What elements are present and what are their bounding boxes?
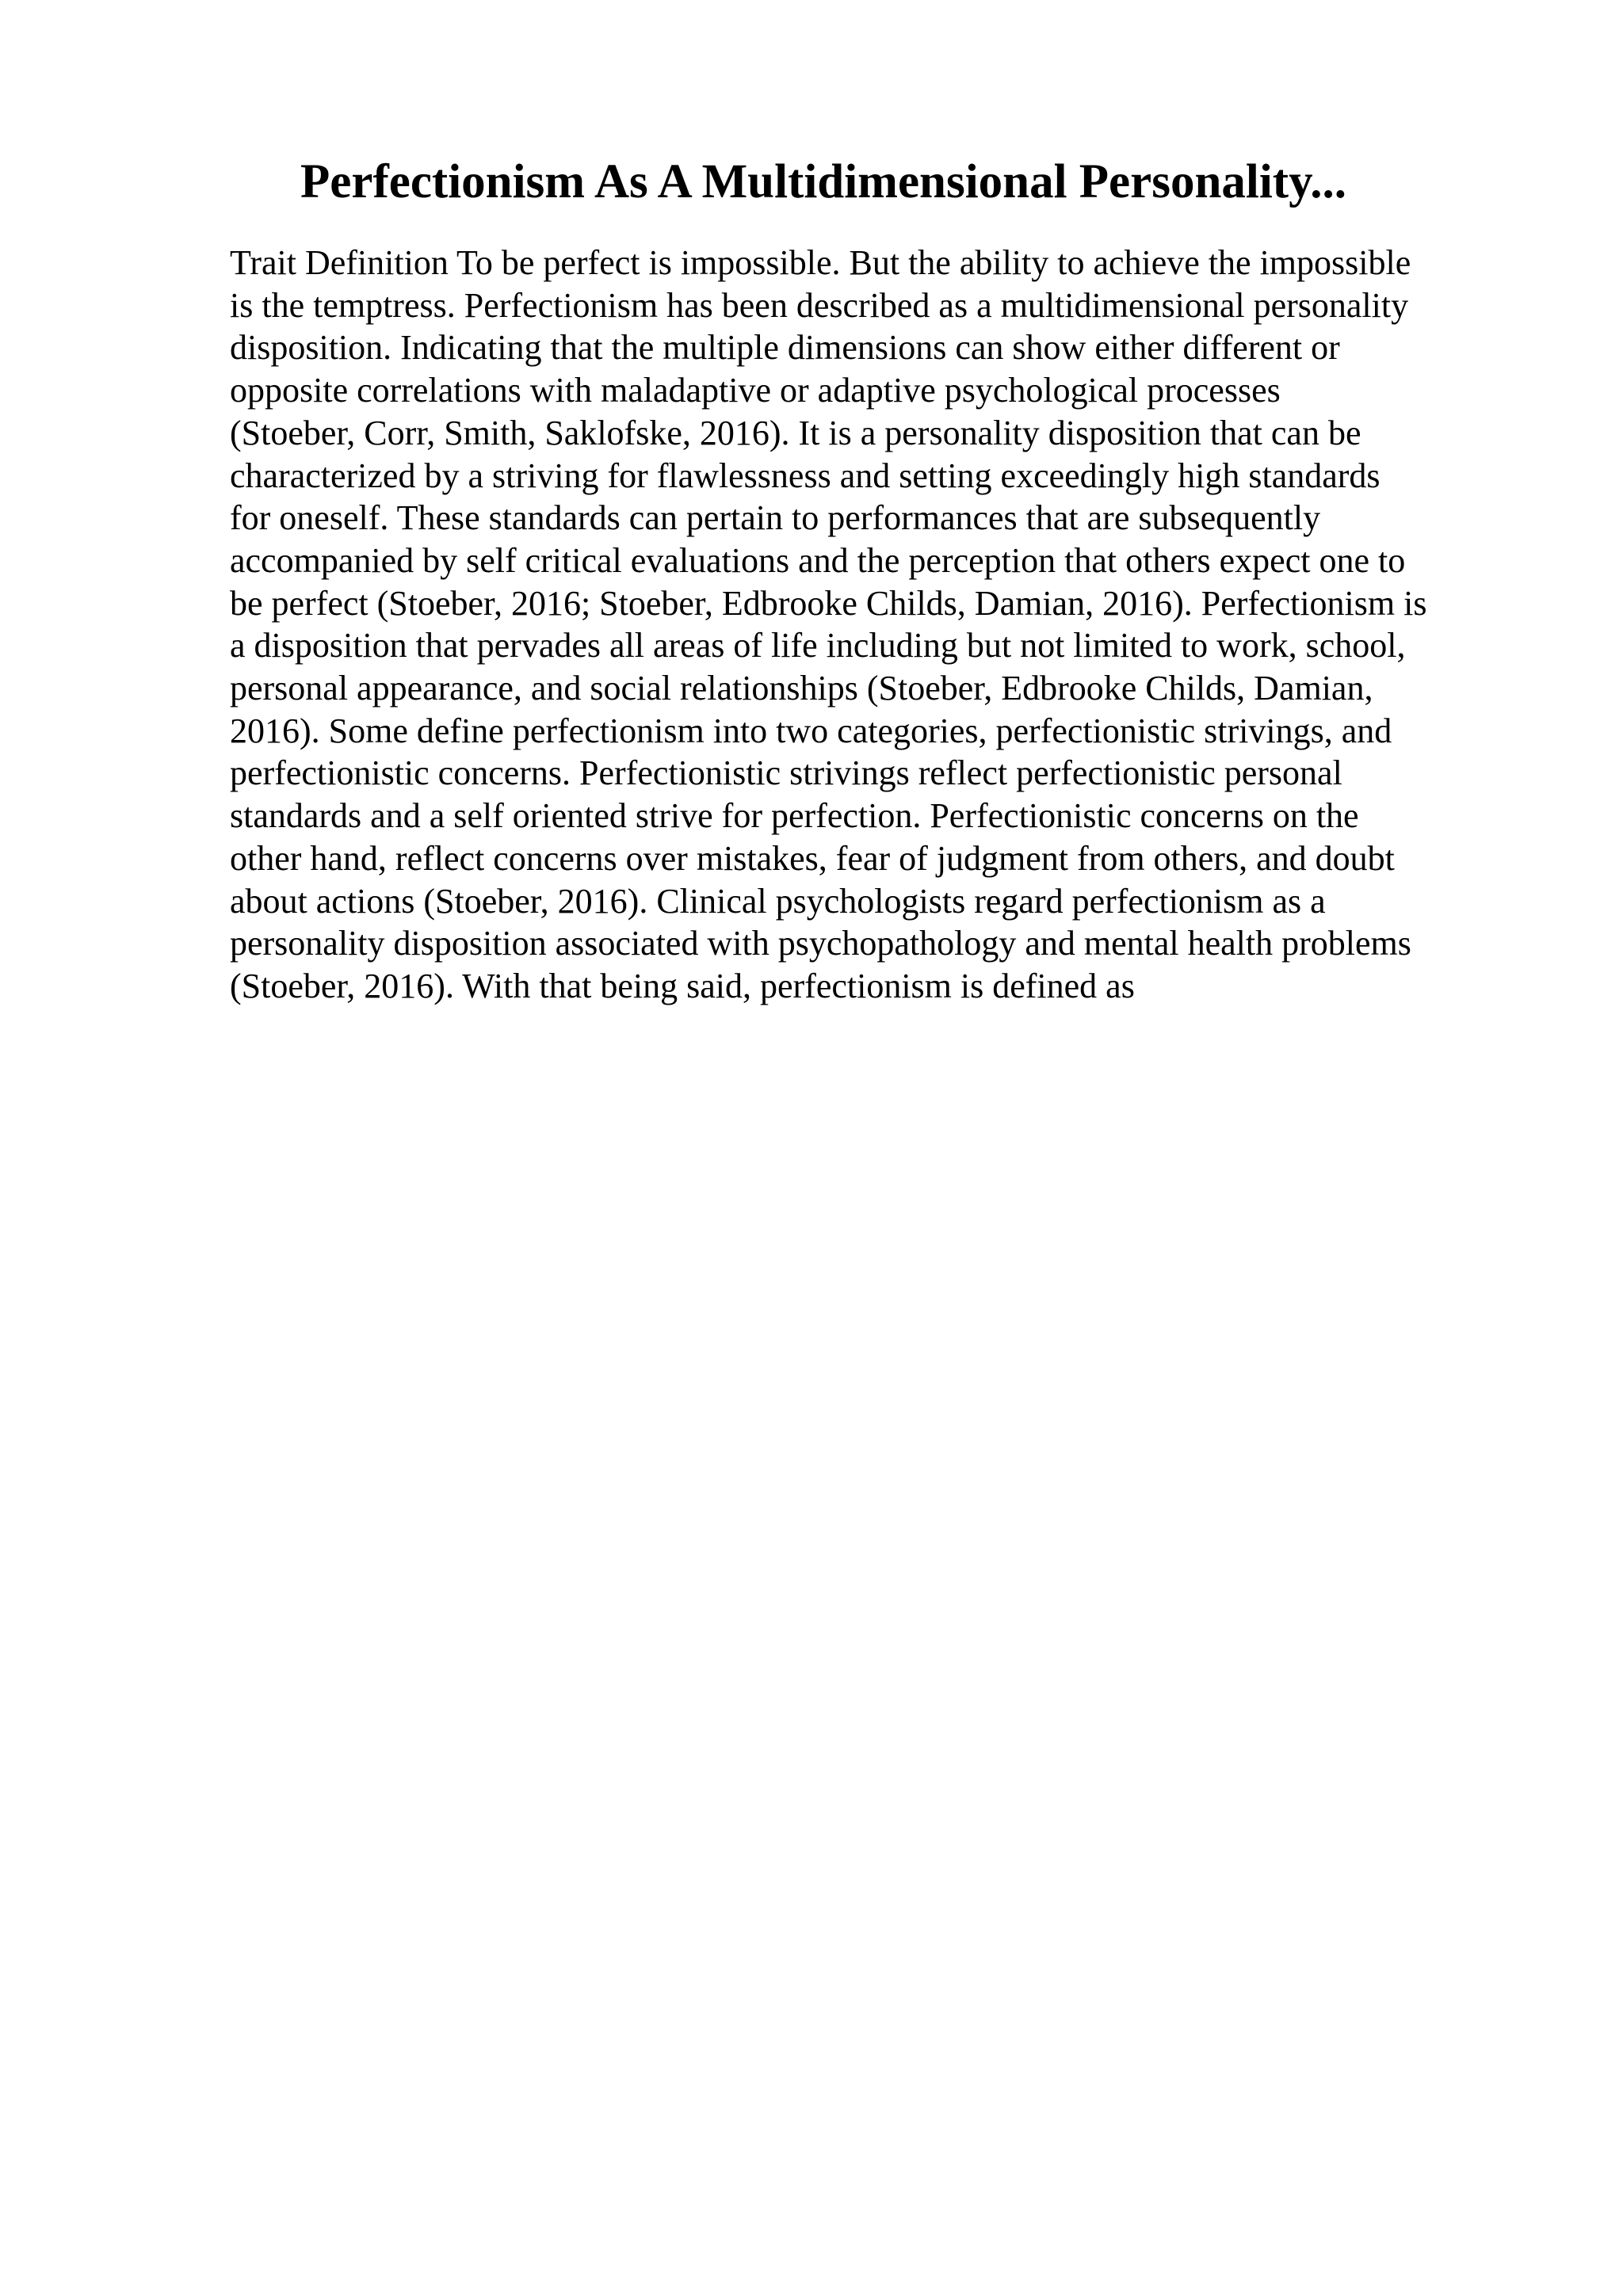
body-line: be perfect (Stoeber, 2016; Stoeber, Edbrooke Childs, Damian, 2016). Perfectionism is <box>230 583 1427 623</box>
body-line: Trait Definition To be perfect is impossible. But the ability to achieve the impossible <box>230 243 1411 282</box>
body-line: for oneself. These standards can pertain to performances that are subsequently <box>230 498 1321 538</box>
body-line: characterized by a striving for flawlessness and setting exceedingly high standards <box>230 456 1381 495</box>
body-line: personal appearance, and social relationships (Stoeber, Edbrooke Childs, Damian, <box>230 669 1373 708</box>
body-line: other hand, reflect concerns over mistakes, fear of judgment from others, and doubt <box>230 838 1395 878</box>
body-line: opposite correlations with maladaptive or adaptive psychological processes <box>230 371 1281 410</box>
body-line: accompanied by self critical evaluations and the perception that others expect one to <box>230 540 1406 580</box>
body-line: personality disposition associated with psychopathology and mental health problems <box>230 924 1411 963</box>
body-line: a disposition that pervades all areas of life including but not limited to work, school, <box>230 626 1406 666</box>
document-title: Perfectionism As A Multidimensional Personality... <box>300 155 1346 208</box>
body-line: about actions (Stoeber, 2016). Clinical psychologists regard perfectionism as a <box>230 881 1326 921</box>
body-line: is the temptress. Perfectionism has been described as a multidimensional personality <box>230 285 1409 325</box>
body-line: (Stoeber, 2016). With that being said, perfectionism is defined as <box>230 966 1135 1005</box>
body-line: standards and a self oriented strive for perfection. Perfectionistic concerns on the <box>230 796 1359 836</box>
body-line: (Stoeber, Corr, Smith, Saklofske, 2016). It is a personality disposition that can be <box>230 413 1361 452</box>
body-line: disposition. Indicating that the multiple dimensions can show either different or <box>230 328 1340 368</box>
body-line: perfectionistic concerns. Perfectionistic strivings reflect perfectionistic personal <box>230 753 1342 793</box>
body-line: 2016). Some define perfectionism into two categories, perfectionistic strivings, and <box>230 711 1392 750</box>
document-body <box>230 242 1498 1008</box>
